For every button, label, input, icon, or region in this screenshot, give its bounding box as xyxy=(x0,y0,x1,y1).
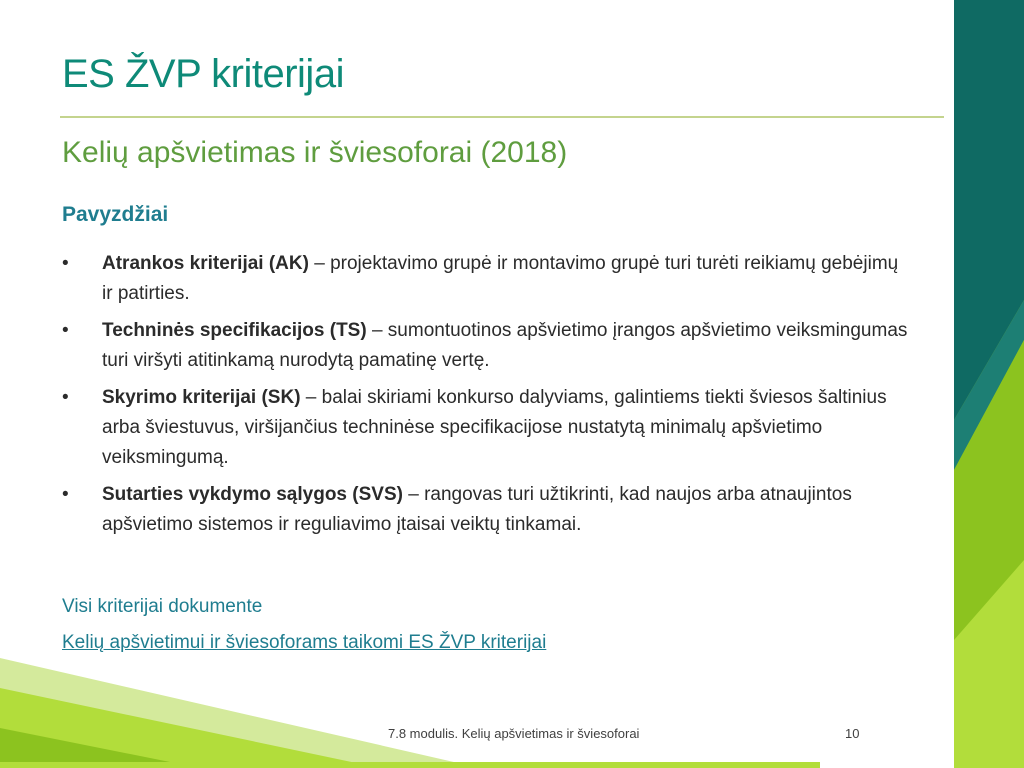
bottom-strip xyxy=(0,762,820,768)
section-heading: Pavyzdžiai xyxy=(62,203,169,226)
page-number: 10 xyxy=(845,726,860,741)
bullet-term: Skyrimo kriterijai (SK) xyxy=(102,387,301,408)
bullet-text xyxy=(102,387,887,468)
bullet-term: Sutarties vykdymo sąlygos (SVS) xyxy=(102,484,403,505)
bullet-list xyxy=(62,249,912,540)
bullet-description: – rangovas turi užtikrinti, kad naujos arba atnaujintos apšvietimo sistemos ir reguliavimo įtaisai veiktų tinkamai. xyxy=(102,484,852,535)
footer-module-title: 7.8 modulis. Kelių apšvietimas ir šviesoforai xyxy=(388,726,640,741)
bullet-text xyxy=(102,320,907,371)
bullet-description: – balai skiriami konkurso dalyviams, galintiems tiekti šviesos šaltinius arba šviestuvus, viršijančius techninėse specifikacijose nustatytą minimalų apšvietimo veiksmingumą. xyxy=(102,387,887,468)
title-divider xyxy=(60,116,944,118)
right-decorative-band xyxy=(954,0,1024,768)
bullet-item-sk xyxy=(62,383,912,473)
documents-label: Visi kriterijai dokumente xyxy=(62,596,263,617)
bullet-text xyxy=(102,484,852,535)
bullet-marker: • xyxy=(62,320,69,341)
bullet-marker: • xyxy=(62,253,69,274)
criteria-document-link[interactable]: Kelių apšvietimui ir šviesoforams taikomi ES ŽVP kriterijai xyxy=(62,632,547,653)
bullet-term: Techninės specifikacijos (TS) xyxy=(102,320,367,341)
bullet-item-svs xyxy=(62,480,912,540)
bullet-term: Atrankos kriterijai (AK) xyxy=(102,253,309,274)
slide-title: ES ŽVP kriterijai xyxy=(62,52,344,96)
bullet-text xyxy=(102,253,898,304)
bottom-decorative-wedge xyxy=(0,658,820,768)
bullet-description: – sumontuotinos apšvietimo įrangos apšvietimo veiksmingumas turi viršyti atitinkamą nurodytą pamatinę vertę. xyxy=(102,320,908,371)
bullet-item-ak xyxy=(62,249,912,309)
bullet-marker: • xyxy=(62,387,69,408)
bullet-item-ts xyxy=(62,316,912,376)
bullet-description: – projektavimo grupė ir montavimo grupė turi turėti reikiamų gebėjimų ir patirties. xyxy=(102,253,899,304)
slide-subtitle: Kelių apšvietimas ir šviesoforai (2018) xyxy=(62,136,568,169)
bullet-marker: • xyxy=(62,484,69,505)
